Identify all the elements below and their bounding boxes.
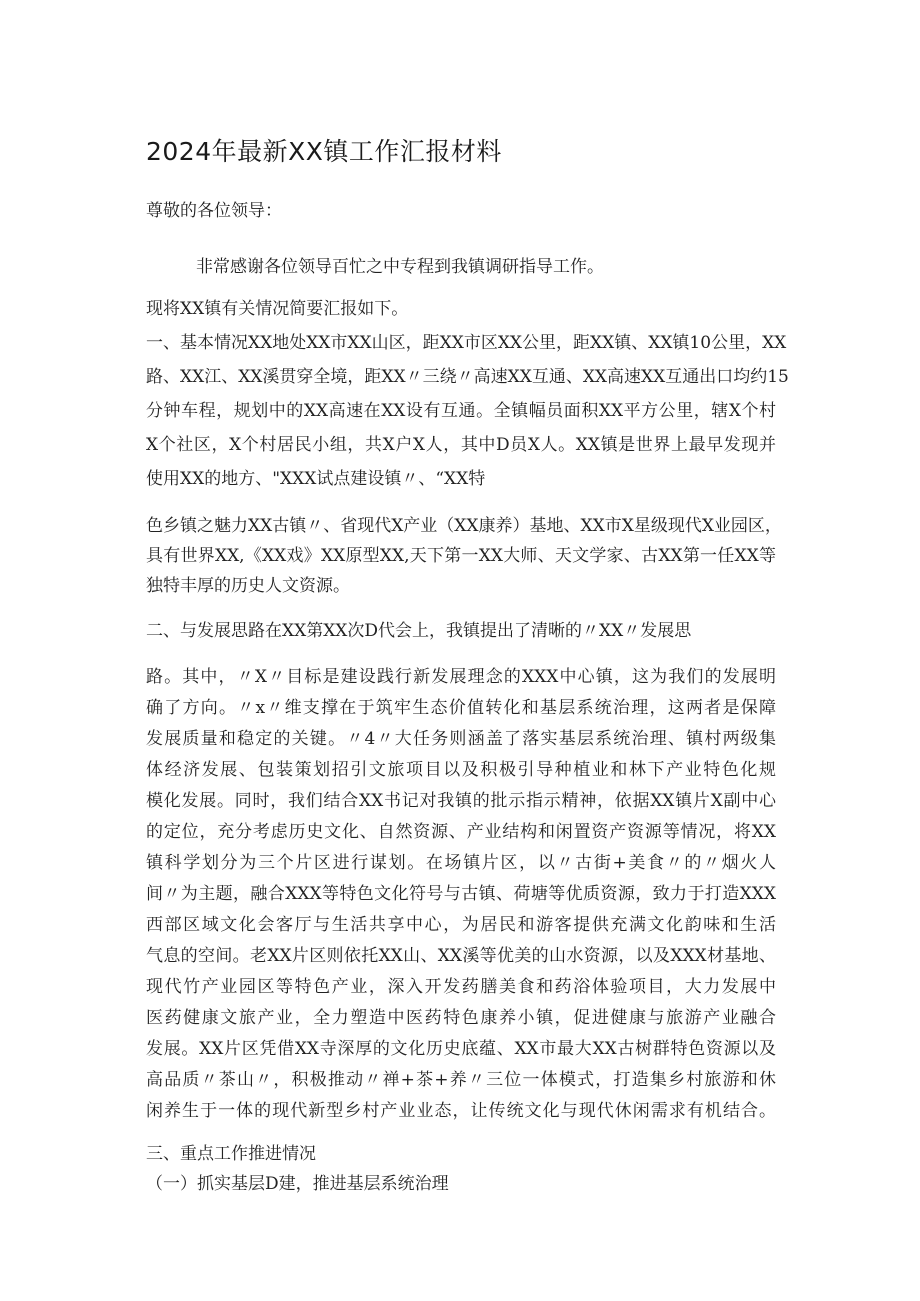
section1-line: 一、基本情况XX地处XX市XX山区，距XX市区XX公里，距XX镇、XX镇10公里，XX bbox=[146, 333, 787, 353]
section2-line: 闲养生于一体的现代新型乡村产业业态，让传统文化与现代休闲需求有机结合。 bbox=[146, 1101, 776, 1121]
section1-line: 分钟车程，规划中的XX高速在XX设有互通。全镇幅员面积XX平方公里，辖X个村 bbox=[146, 401, 776, 421]
section2-line: 高品质〃茶山〃，积极推动〃禅+茶+养〃三位一体模式，打造集乡村旅游和休 bbox=[146, 1070, 776, 1090]
thanks-paragraph: 非常感谢各位领导百忙之中专程到我镇调研指导工作。 bbox=[196, 257, 604, 277]
section1-line: 使用XX的地方、"XXX试点建设镇〃、“XX特 bbox=[146, 469, 486, 489]
section3-heading: 三、重点工作推进情况 bbox=[146, 1144, 316, 1164]
section1-cont-line: 色乡镇之魅力XX古镇〃、省现代X产业（XX康养）基地、XX市X星级现代X业园区， bbox=[146, 516, 782, 536]
section1-line: 路、XX江、XX溪贯穿全境，距XX〃三绕〃高速XX互通、XX高速XX互通出口均约15 bbox=[146, 367, 789, 387]
section3-subheading: （一）抓实基层D建，推进基层系统治理 bbox=[146, 1174, 449, 1194]
section2-line: 医药健康文旅产业，全力塑造中医药特色康养小镇，促进健康与旅游产业融合 bbox=[146, 1008, 776, 1028]
section2-line: 模化发展。同时，我们结合XX书记对我镇的批示指示精神，依据XX镇片X副中心 bbox=[146, 791, 776, 811]
section2-line: 镇科学划分为三个片区进行谋划。在场镇片区，以〃古街+美食〃的〃烟火人 bbox=[146, 853, 776, 873]
section2-line: 确了方向。〃x〃维支撑在于筑牢生态价值转化和基层系统治理，这两者是保障 bbox=[146, 698, 776, 718]
section2-line: 发展质量和稳定的关键。〃4〃大任务则涵盖了落实基层系统治理、镇村两级集 bbox=[146, 729, 776, 749]
section2-line: 气息的空间。老XX片区则依托XX山、XX溪等优美的山水资源，以及XXX材基地、 bbox=[146, 946, 776, 966]
section2-line: 发展。XX片区凭借XX寺深厚的文化历史底蕴、XX市最大XX古树群特色资源以及 bbox=[146, 1039, 776, 1059]
section2-line: 体经济发展、包装策划招引文旅项目以及积极引导种植业和林下产业特色化规 bbox=[146, 760, 776, 780]
section1-cont-line: 独特丰厚的历史人文资源。 bbox=[146, 576, 350, 596]
section2-heading: 二、与发展思路在XX第XX次D代会上，我镇提出了清晰的〃XX〃发展思 bbox=[146, 621, 692, 641]
section2-line: 间〃为主题，融合XXX等特色文化符号与古镇、荷塘等优质资源，致力于打造XXX bbox=[146, 884, 776, 904]
section2-line: 路。其中，〃X〃目标是建设践行新发展理念的XXX中心镇，这为我们的发展明 bbox=[146, 667, 776, 687]
intro-paragraph: 现将XX镇有关情况简要汇报如下。 bbox=[146, 299, 409, 319]
salutation: 尊敬的各位领导： bbox=[146, 201, 282, 221]
document-title: 2024年最新XX镇工作汇报材料 bbox=[146, 137, 502, 166]
section2-line: 西部区域文化会客厅与生活共享中心，为居民和游客提供充满文化韵味和生活 bbox=[146, 915, 776, 935]
section1-cont-line: 具有世界XX,《XX戏》XX原型XX,天下第一XX大师、天文学家、古XX第一任XX等 bbox=[146, 546, 776, 566]
section2-line: 现代竹产业园区等特色产业，深入开发药膳美食和药浴体验项目，大力发展中 bbox=[146, 977, 776, 997]
section2-line: 的定位，充分考虑历史文化、自然资源、产业结构和闲置资产资源等情况，将XX bbox=[146, 822, 776, 842]
section1-line: X个社区，X个村居民小组，共X户X人，其中D员X人。XX镇是世界上最早发现并 bbox=[146, 435, 776, 455]
